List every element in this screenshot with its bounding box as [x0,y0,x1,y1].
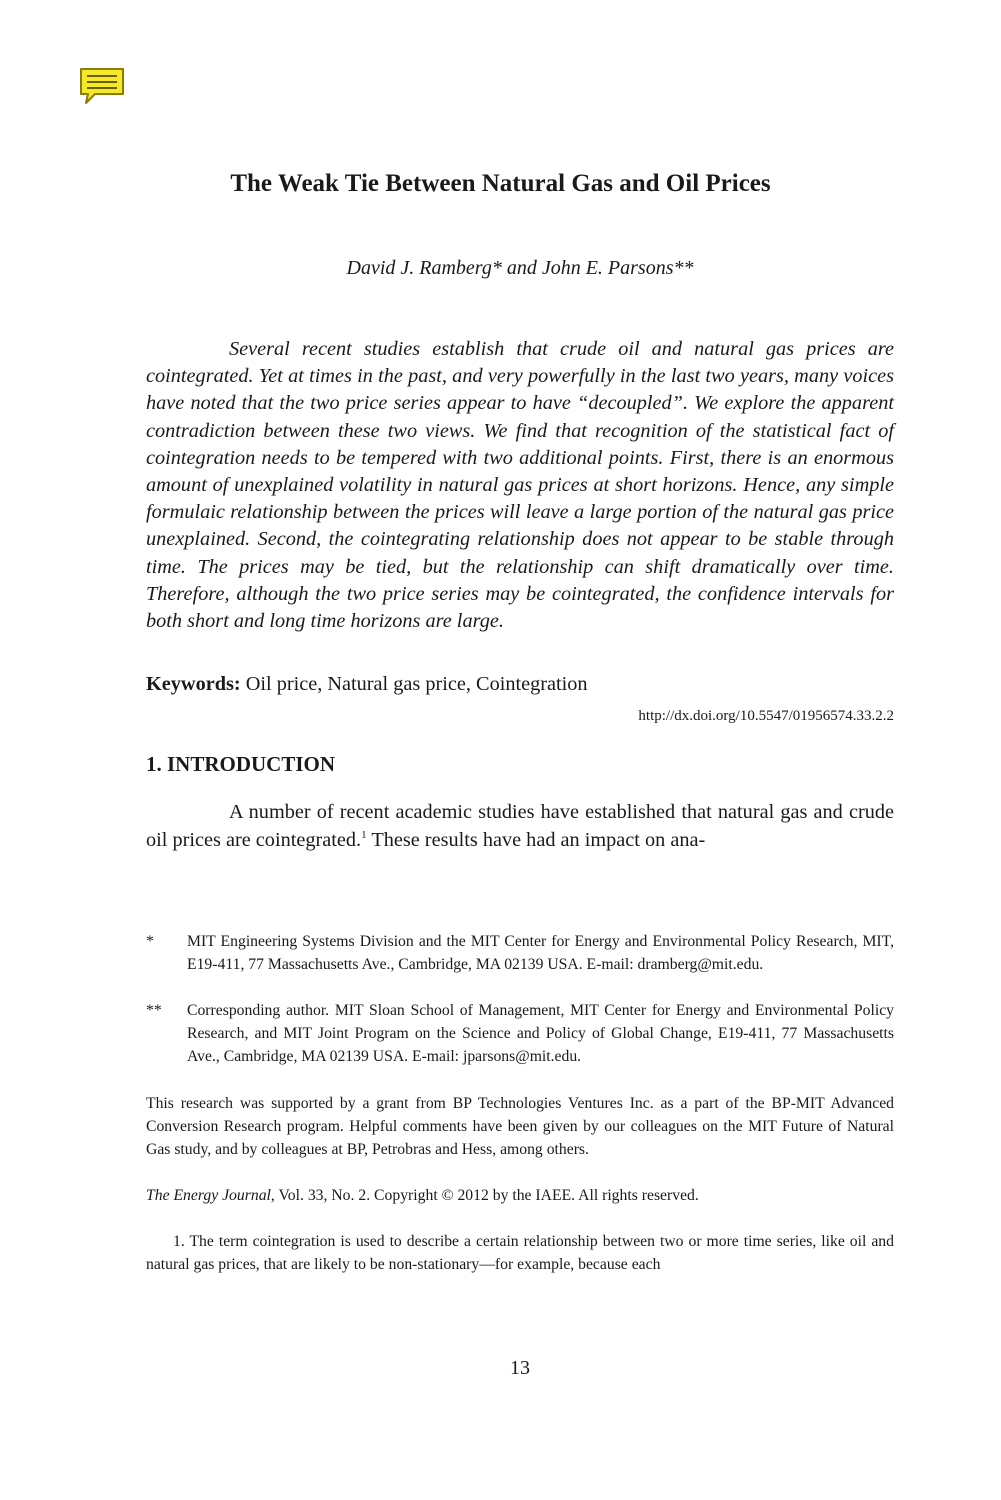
keywords-label: Keywords: [146,673,241,695]
author-footnote-2 [146,999,894,1068]
keywords-text: Oil price, Natural gas price, Cointegration [245,673,588,695]
doi-link[interactable]: http://dx.doi.org/10.5547/01956574.33.2.2 [638,708,894,724]
footnote-mark: * [146,933,154,950]
section-heading-introduction: 1. INTRODUCTION [146,752,336,776]
copyright-line [146,1184,894,1207]
copyright-text: , Vol. 33, No. 2. Copyright © 2012 by the IAEE. All rights reserved. [270,1187,699,1204]
intro-text-start: A number of recent academic studies have established that natural gas and crude oil prices are cointegrated. [146,801,894,851]
comment-note-icon[interactable] [78,66,126,108]
authors-line: David J. Ramberg* and John E. Parsons** [346,257,694,279]
journal-name: The Energy Journal [146,1187,271,1204]
introduction-paragraph [146,799,894,854]
footnote-1-text: 1. The term cointegration is used to describe a certain relationship between two or more time series, like oil and natural gas prices, that are likely to be non-stationary—for example, because each [146,1233,894,1273]
page-number: 13 [510,1357,530,1379]
footnote-ref-1[interactable]: 1 [361,828,367,841]
intro-text-end: These results have had an impact on ana- [366,828,706,851]
paper-title: The Weak Tie Between Natural Gas and Oil Prices [230,170,771,197]
footnote-mark: ** [146,1002,162,1019]
abstract: Several recent studies establish that crude oil and natural gas prices are cointegrated. Yet at times in the past, and very powerfully in the last two years, many voices have noted that the two price series appear to have “decoupled”. We explore the apparent contradiction between these two views. We find that recognition of the statistical fact of cointegration needs to be tempered with two additional points. First, there is an enormous amount of unexplained volatility in natural gas prices at short horizons. Hence, any simple formulaic relationship between the prices will leave a large portion of the natural gas price unexplained. Second, the cointegrating relationship does not appear to be stable through time. The prices may be tied, but the relationship can shift dramatically over time. Therefore, although the two price series may be cointegrated, the confidence intervals for both short and long time horizons are large. [146,338,894,633]
footnote-text: MIT Engineering Systems Division and the MIT Center for Energy and Environmental Policy Research, MIT, E19-411, 77 Massachusetts Ave., Cambridge, MA 02139 USA. E-mail: dramberg@mit.edu. [187,933,894,973]
author-footnote-1 [146,930,894,976]
footnote-text: Corresponding author. MIT Sloan School of Management, MIT Center for Energy and Environmental Policy Research, and MIT Joint Program on the Science and Policy of Global Change, E19-411, 77 Massachusetts Ave., Cambridge, MA 02139 USA. E-mail: jparsons@mit.edu. [187,1002,894,1065]
funding-acknowledgment: This research was supported by a grant from BP Technologies Ventures Inc. as a part of the BP-MIT Advanced Conversion Research program. Helpful comments have been given by our colleagues on the MIT Future of Natural Gas study, and by colleagues at BP, Petrobras and Hess, among others. [146,1095,894,1158]
keywords-line [146,670,894,698]
